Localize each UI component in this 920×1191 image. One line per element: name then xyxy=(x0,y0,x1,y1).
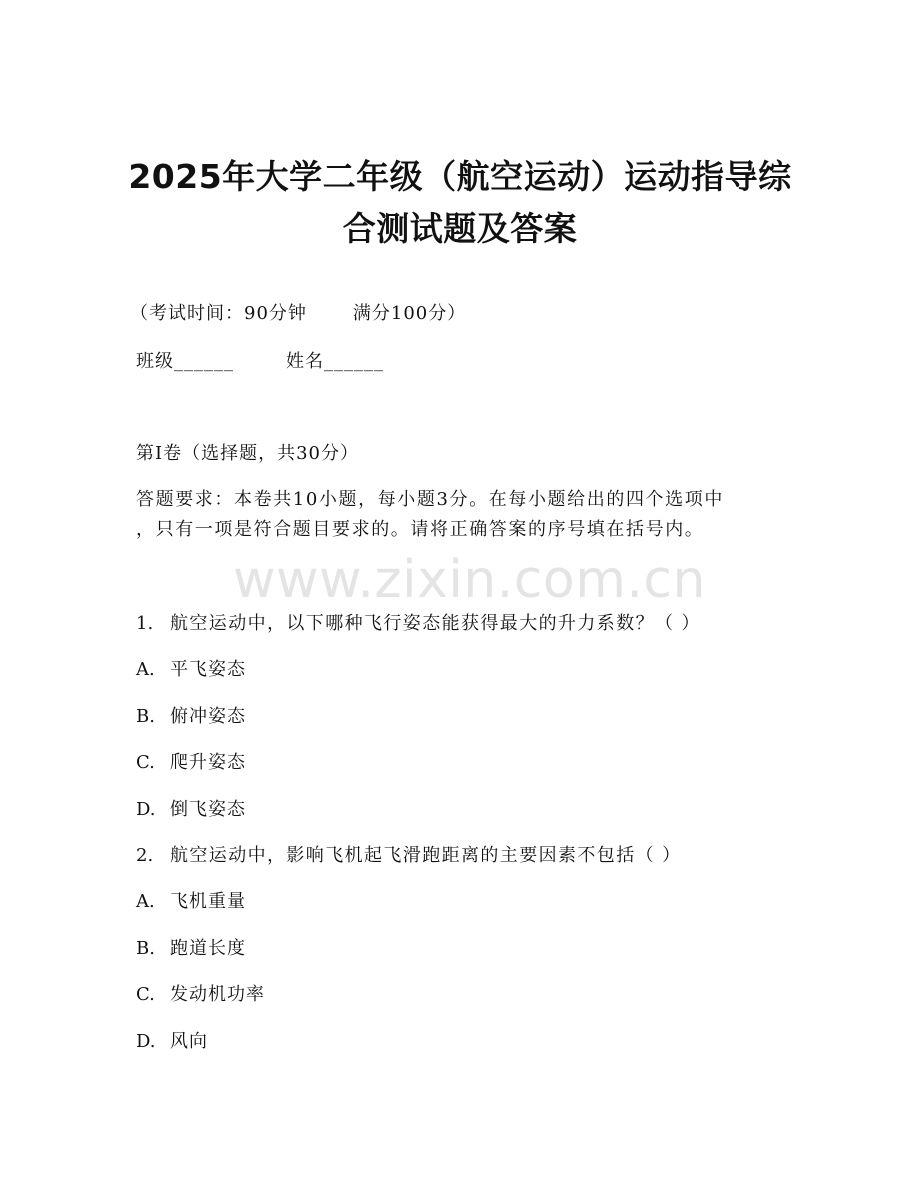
student-info-blanks xyxy=(136,349,384,375)
option-item xyxy=(136,750,246,776)
option-key: B. xyxy=(136,938,155,959)
option-text: 跑道长度 xyxy=(170,938,246,959)
watermark: www.zixin.com.cn xyxy=(233,550,706,610)
option-text: 风向 xyxy=(170,1031,208,1052)
class-blank: 班级______ xyxy=(136,351,234,372)
answer-requirement-line1: 答题要求：本卷共10小题，每小题3分。在每小题给出的四个选项中 xyxy=(136,489,724,510)
option-key: B. xyxy=(136,706,155,727)
option-item xyxy=(136,936,246,962)
section-heading: 第I卷（选择题，共30分） xyxy=(136,443,360,464)
answer-requirement-line2: ，只有一项是符合题目要求的。请将正确答案的序号填在括号内。 xyxy=(136,519,705,540)
option-key: A. xyxy=(136,891,155,912)
option-text: 平飞姿态 xyxy=(170,659,246,680)
option-text: 发动机功率 xyxy=(170,984,265,1005)
name-blank: 姓名______ xyxy=(286,351,384,372)
option-text: 倒飞姿态 xyxy=(170,799,246,820)
question-text: 航空运动中，以下哪种飞行姿态能获得最大的升力系数？（ ） xyxy=(170,613,701,634)
option-item xyxy=(136,889,246,915)
question-1 xyxy=(136,611,701,637)
exam-info xyxy=(130,301,466,327)
option-item xyxy=(136,1029,208,1055)
option-key: D. xyxy=(136,799,156,820)
option-text: 俯冲姿态 xyxy=(170,706,246,727)
question-number: 1. xyxy=(136,613,154,634)
question-2 xyxy=(136,843,682,869)
option-key: C. xyxy=(136,752,155,773)
option-text: 飞机重量 xyxy=(170,891,246,912)
exam-full-marks: 满分100分） xyxy=(352,303,467,324)
question-text: 航空运动中，影响飞机起飞滑跑距离的主要因素不包括（ ） xyxy=(170,845,682,866)
page-title-line2: 合测试题及答案 xyxy=(342,209,578,248)
option-text: 爬升姿态 xyxy=(170,752,246,773)
option-key: C. xyxy=(136,984,155,1005)
option-item xyxy=(136,797,246,823)
exam-time: （考试时间：90分钟 xyxy=(130,303,307,324)
page-title-line1: 2025年大学二年级（航空运动）运动指导综 xyxy=(128,157,792,196)
option-item xyxy=(136,704,246,730)
option-item xyxy=(136,657,246,683)
question-number: 2. xyxy=(136,845,154,866)
option-item xyxy=(136,982,265,1008)
option-key: D. xyxy=(136,1031,156,1052)
option-key: A. xyxy=(136,659,155,680)
